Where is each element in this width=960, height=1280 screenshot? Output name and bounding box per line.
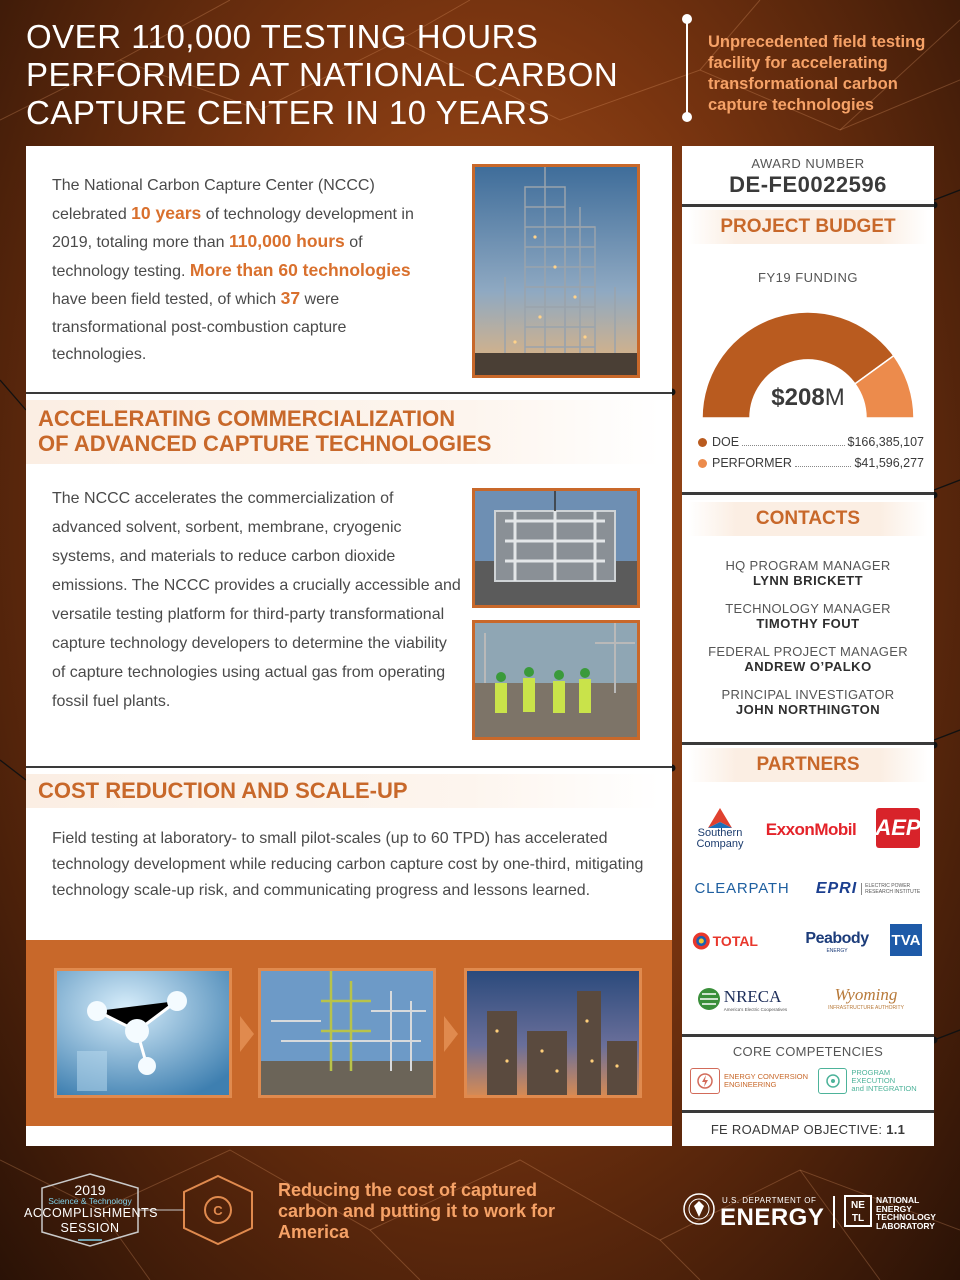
photo-molecule [54, 968, 232, 1098]
heading-line: OF ADVANCED CAPTURE TECHNOLOGIES [38, 431, 492, 456]
photo-equipment-lift [472, 488, 640, 608]
netl-logo-box: NE TL [844, 1195, 872, 1227]
logo-tva: TVA [890, 924, 922, 956]
main-content-panel [26, 146, 672, 1146]
title-line: CAPTURE CENTER IN 10 YEARS [26, 94, 551, 131]
logo-southern-company: Southern Company [690, 802, 750, 856]
sidebar-panel [682, 146, 934, 1146]
legend-value: $41,596,277 [854, 456, 924, 470]
commercialization-text: The NCCC accelerates the commercialization of advanced solvent, sorbent, membrane, cryogenic systems, and materials to reduce carbon dioxide emissions. The NCCC provides a crucially accessible and versatile testing platform for third-party transformational capture technology developers to determine the viability of capture technologies using actual gas from operating fossil fuel plants. [52, 490, 461, 710]
sidebar-divider [682, 1034, 934, 1037]
intro-section [26, 146, 672, 392]
arrow-chevron [444, 1016, 458, 1052]
award-number: DE-FE0022596 [729, 172, 887, 197]
photo-site-tour [472, 620, 640, 740]
header-tagline: Unprecedented field testing facility for accelerating transformational carbon capture technologies [708, 33, 926, 114]
page-title [26, 18, 676, 132]
logo-exxonmobil: ExxonMobil [765, 820, 857, 839]
sidebar-divider [682, 742, 934, 745]
contact-role: HQ PROGRAM MANAGER [725, 558, 891, 573]
doe-department-label: U.S. DEPARTMENT OF [722, 1196, 817, 1205]
intro-text: The National Carbon Capture Center (NCCC) celebrated 10 years of technology development in 2019, totaling more than 110,000 hours of technology testing. More than 60 technologies have been field tested, of which 37 were transformational post-combustion capture technologies. [52, 177, 414, 363]
badge-title: ACCOMPLISHMENTS [24, 1206, 158, 1220]
badge-session: SESSION [60, 1221, 120, 1235]
section-divider [26, 766, 672, 768]
header-divider [686, 18, 688, 118]
highlight-hours: 110,000 hours [229, 231, 345, 251]
title-line: OVER 110,000 TESTING HOURS [26, 18, 539, 55]
roadmap-objective: FE ROADMAP OBJECTIVE: 1.1 [710, 1122, 906, 1137]
core-energy-conversion: ENERGY CONVERSION ENGINEERING [690, 1068, 808, 1094]
core-program-execution: PROGRAM EXECUTION and INTEGRATION [818, 1068, 934, 1094]
doe-energy-label: ENERGY [720, 1204, 825, 1231]
contact-federal-project-manager [682, 644, 934, 674]
sidebar-divider [682, 1110, 934, 1113]
legend-performer [698, 456, 924, 470]
logo-wyoming-infrastructure-authority: Wyoming INFRASTRUCTURE AUTHORITY [828, 985, 904, 1011]
contact-hq-program-manager [682, 558, 934, 588]
highlight-10-years: 10 years [131, 202, 202, 223]
contact-name: JOHN NORTHINGTON [735, 702, 881, 717]
contact-role: FEDERAL PROJECT MANAGER [708, 644, 908, 659]
contacts-heading: CONTACTS [688, 502, 928, 536]
legend-label: DOE [712, 435, 740, 449]
award-label: AWARD NUMBER [751, 156, 865, 171]
legend-leader [795, 459, 852, 467]
photo-strip [26, 940, 672, 1126]
sidebar-divider [682, 204, 934, 207]
nreca-logo-icon [697, 987, 721, 1011]
cost-reduction-text: Field testing at laboratory- to small pilot-scales (up to 60 TPD) has accelerated technology development while reducing carbon capture cost by one-third, mitigating technology scale-up risk, and communicating progress and lessons learned. [52, 830, 644, 899]
legend-dot-performer [698, 459, 707, 468]
sidebar-divider [682, 492, 934, 495]
logo-epri: EPRI ELECTRIC POWER RESEARCH INSTITUTE [815, 880, 921, 897]
contact-name: LYNN BRICKETT [752, 573, 864, 588]
highlight-37: 37 [280, 288, 301, 308]
badge-subtitle: Science & Technology [48, 1196, 132, 1206]
heading-line: ACCELERATING COMMERCIALIZATION [38, 406, 456, 431]
logo-divider [833, 1196, 835, 1228]
budget-total: $208M [771, 384, 845, 411]
footer-tagline: Reducing the cost of captured carbon and putting it to work for America [278, 1180, 555, 1242]
contact-principal-investigator [682, 687, 934, 717]
legend-value: $166,385,107 [847, 435, 924, 449]
section-heading-commercialization [26, 400, 660, 464]
partners-heading: PARTNERS [688, 748, 928, 782]
highlight-technologies: More than 60 technologies [189, 259, 411, 280]
legend-doe [698, 435, 924, 449]
contact-technology-manager [682, 601, 934, 631]
legend-label: PERFORMER [712, 456, 792, 470]
contact-role: TECHNOLOGY MANAGER [725, 601, 891, 616]
funding-label: FY19 FUNDING [758, 270, 858, 285]
doe-seal-icon [682, 1192, 716, 1226]
logo-peabody: Peabody ENERGY [805, 930, 869, 954]
netl-name: NATIONAL ENERGY TECHNOLOGY LABORATORY [876, 1195, 936, 1231]
total-logo-icon [692, 930, 711, 952]
contact-name: ANDREW O’PALKO [744, 659, 872, 674]
photo-plant-tower [472, 164, 640, 378]
program-execution-icon [818, 1068, 847, 1094]
legend-leader [742, 438, 844, 446]
contact-name: TIMOTHY FOUT [756, 616, 860, 631]
arrow-chevron [240, 1016, 254, 1052]
contact-role: PRINCIPAL INVESTIGATOR [721, 687, 895, 702]
core-competencies-label: CORE COMPETENCIES [732, 1044, 884, 1059]
section-divider [26, 392, 672, 394]
budget-heading: PROJECT BUDGET [688, 210, 928, 244]
badge-year: 2019 [74, 1182, 106, 1198]
photo-pilot-plant [258, 968, 436, 1098]
logo-nreca: NRECA America's Electric Cooperatives [692, 982, 792, 1016]
logo-total: TOTAL [692, 926, 758, 956]
logo-aep: AEP [876, 808, 920, 848]
svg-text:C: C [213, 1203, 223, 1218]
photo-facility-dusk [464, 968, 642, 1098]
title-line: PERFORMED AT NATIONAL CARBON [26, 56, 619, 93]
legend-dot-doe [698, 438, 707, 447]
energy-conversion-icon [690, 1068, 720, 1094]
section-heading-cost-reduction: COST REDUCTION AND SCALE-UP [26, 774, 660, 808]
logo-clearpath: CLEARPATH [694, 879, 790, 897]
southern-logo-icon [708, 808, 732, 828]
